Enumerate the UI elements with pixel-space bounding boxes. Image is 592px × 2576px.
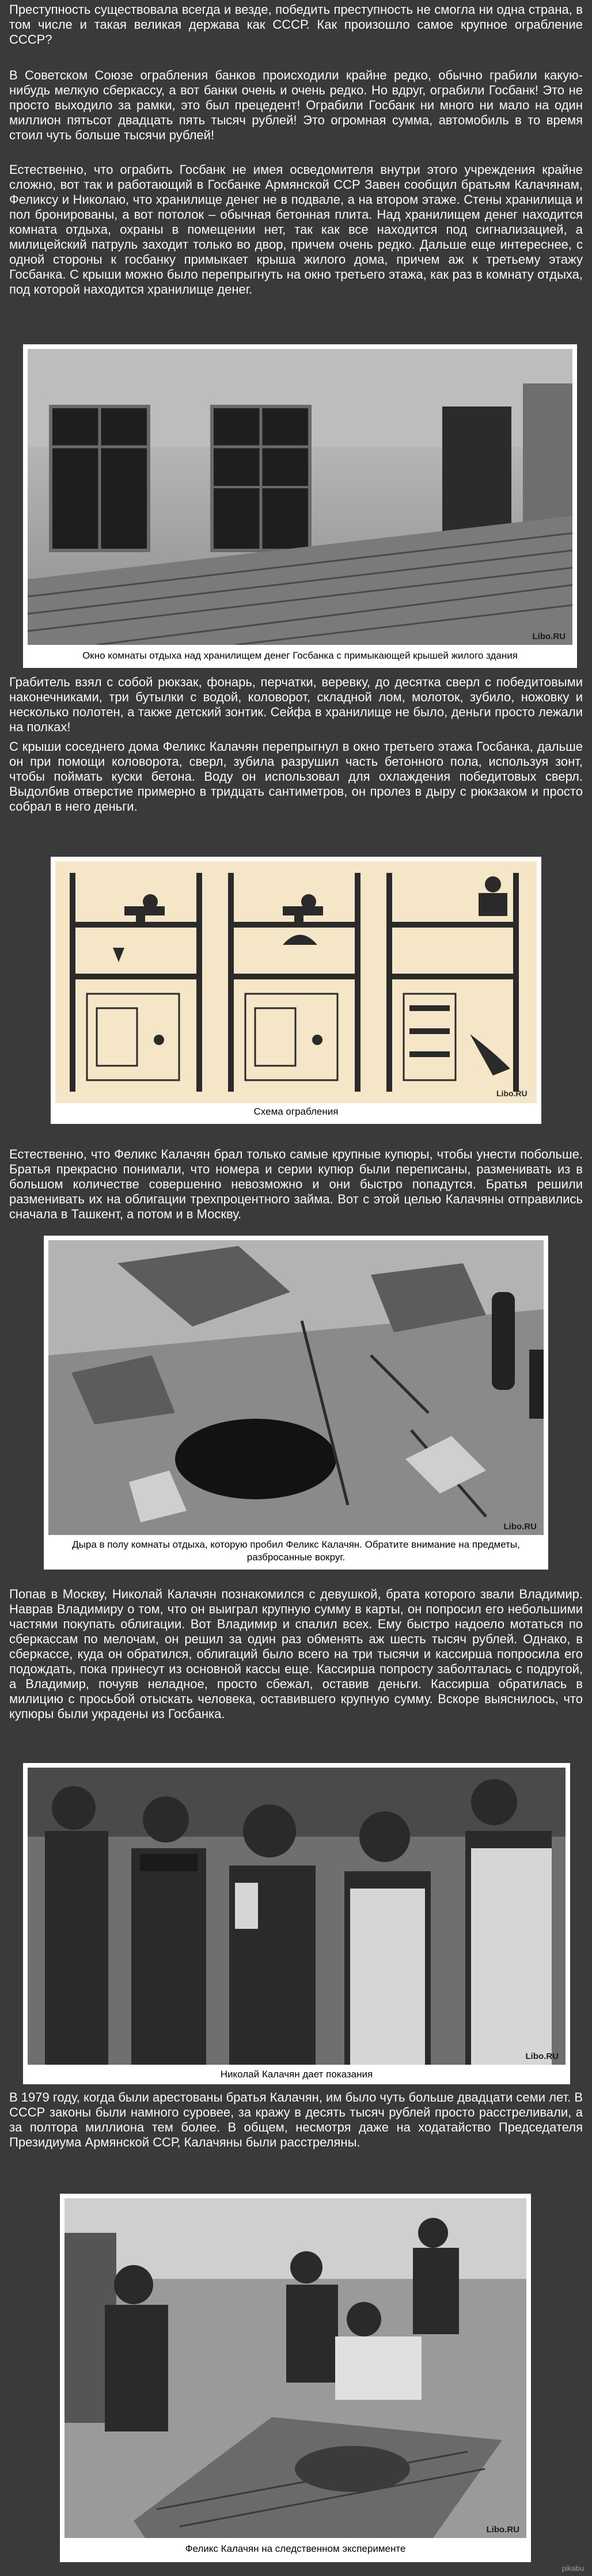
window-photo [28,349,572,645]
figure-window [23,344,577,668]
paragraph-gosbank: В Советском Союзе ограбления банков происходили крайне редко, обычно грабили какую-нибудь мелкую сберкассу, а вот банки очень и очень редко. Но вдруг, ограбили Госбанк! Это не просто выходило за рамки, это был прецедент! Ограбили Госбанк ни много ни мало на один миллион пятьсот двадцать пять тысяч рублей! Это огромная сумма, автомобиль в то время стоил чуть больше тысячи рублей! [9,68,583,142]
figure-testimony [23,1763,570,2084]
hole-photo [48,1240,544,1535]
experiment-photo [64,2198,526,2538]
testimony-photo-caption: Николай Калачян дает показания [220,2069,373,2080]
paragraph-sentence: В 1979 году, когда были арестованы братья Калачян, им было чуть больше двадцати семи лет. В СССР законы были намного суровее, за кражу в десять тысяч рублей просто расстреливали, а за полтора миллиона тем более. В общем, несмотря даже на ходатайство Председателя Президиума Армянской ССР, Калачяны были расстреляны. [9,2090,583,2149]
window-photo-caption: Окно комнаты отдыха над хранилищем денег Госбанка с примыкающей крышей жилого здания [82,650,518,661]
hole-photo-caption: Дыра в полу комнаты отдыха, которую пробил Феликс Калачян. Обратите внимание на предметы, разбросанные вокруг. [72,1539,520,1563]
experiment-photo-watermark: Libo.RU [486,2525,519,2535]
robbery-scheme [55,861,537,1103]
testimony-photo [28,1768,566,2065]
window-photo-watermark: Libo.RU [532,632,566,641]
paragraph-equipment: Грабитель взял с собой рюкзак, фонарь, перчатки, веревку, до десятка сверл с победитовыми наконечниками, три бутылки с водой, коловорот, складной лом, молоток, зубило, ножовку и несколько полотен, а также детский зонтик. Сейфа в хранилище не было, деньги просто лежали на полках! [9,675,583,734]
testimony-photo-watermark: Libo.RU [525,2051,559,2061]
svg-text:Libo.RU: Libo.RU [496,1089,528,1098]
scheme-caption: Схема ограбления [253,1106,339,1117]
pikabu-footer-mark: pikabu [561,2564,584,2573]
paragraph-informant: Естественно, что ограбить Госбанк не имея осведомителя внутри этого учреждения крайне сложно, вот так и работающий в Госбанке Армянской ССР Завен сообщил братьям Калачянам, Феликсу и Николаю, что хранилище денег не в подвале, а на втором этаже. Стены хранилища и пол бронированы, а вот потолок – обычная бетонная плита. Над хранилищем денег находится комната отдыха, охраны в помещении нет, так как все находится под сигнализацией, а милицейский патруль заходит только во двор, причем очень редко. Дальше еще интереснее, с одной стороны к госбанку примыкает крыша жилого дома, причем аж к третьему этажу Госбанка. С крыши можно было перепрыгнуть на окно третьего этажа, как раз в комнату отдыха, под которой находится хранилище денег. [9,162,583,297]
figure-scheme [51,857,541,1124]
paragraph-intro: Преступность существовала всегда и везде, победить преступность не смогла ни одна страна, в том числе и такая великая держава как СССР. Как произошло самое крупное ограбление СССР? [9,2,583,47]
figure-experiment [60,2194,531,2562]
paragraph-moscow: Попав в Москву, Николай Калачян познакомился с девушкой, брата которого звали Владимир. Наврав Владимиру о том, что он выиграл крупную сумму в карты, он попросил его небольшими частями покупать облигации. Вот Владимир и спалил всех. Ему быстро надоело мотаться по сберкассам по мелочам, он решил за один раз обменять аж шесть тысяч рублей. Однако, в сберкассе, куда он обратился, облигаций было всего на три тысячи и кассирша попросила его подождать, пока принесут из основной кассы еще. Кассирша попросту заболталась с подругой, а Владимир, почуяв неладное, просто сбежал, оставив деньги. Кассирша обратилась в милицию с просьбой отыскать человека, оставившего крупную сумму. Вскоре выяснилось, что купюры были украдены из Госбанка. [9,1587,583,1721]
figure-hole [44,1236,548,1570]
paragraph-exchange: Естественно, что Феликс Калачян брал только самые крупные купюры, чтобы унести побольше. Братья прекрасно понимали, что номера и серии купюр были переписаны, разменивать из в большом количестве совершенно невозможно и они быстро попадутся. Братья решили разменивать их на облигации трехпроцентного займа. Вот с этой целью Калачяны отправились сначала в Ташкент, а потом и в Москву. [9,1147,583,1221]
hole-photo-watermark: Libo.RU [503,1522,537,1532]
paragraph-break-in: С крыши соседнего дома Феликс Калачян перепрыгнул в окно третьего этажа Госбанка, дальше он при помощи коловорота, сверл, зубила разрушил часть бетонного пола, используя зонт, чтобы поймать куски бетона. Воду он использовал для охлаждения победитовых сверл. Выдолбив отверстие примерно в тридцать сантиметров, он пролез в дыру с рюкзаком и просто собрал в него деньги. [9,739,583,814]
experiment-photo-caption: Феликс Калачян на следственном эксперименте [185,2543,406,2554]
